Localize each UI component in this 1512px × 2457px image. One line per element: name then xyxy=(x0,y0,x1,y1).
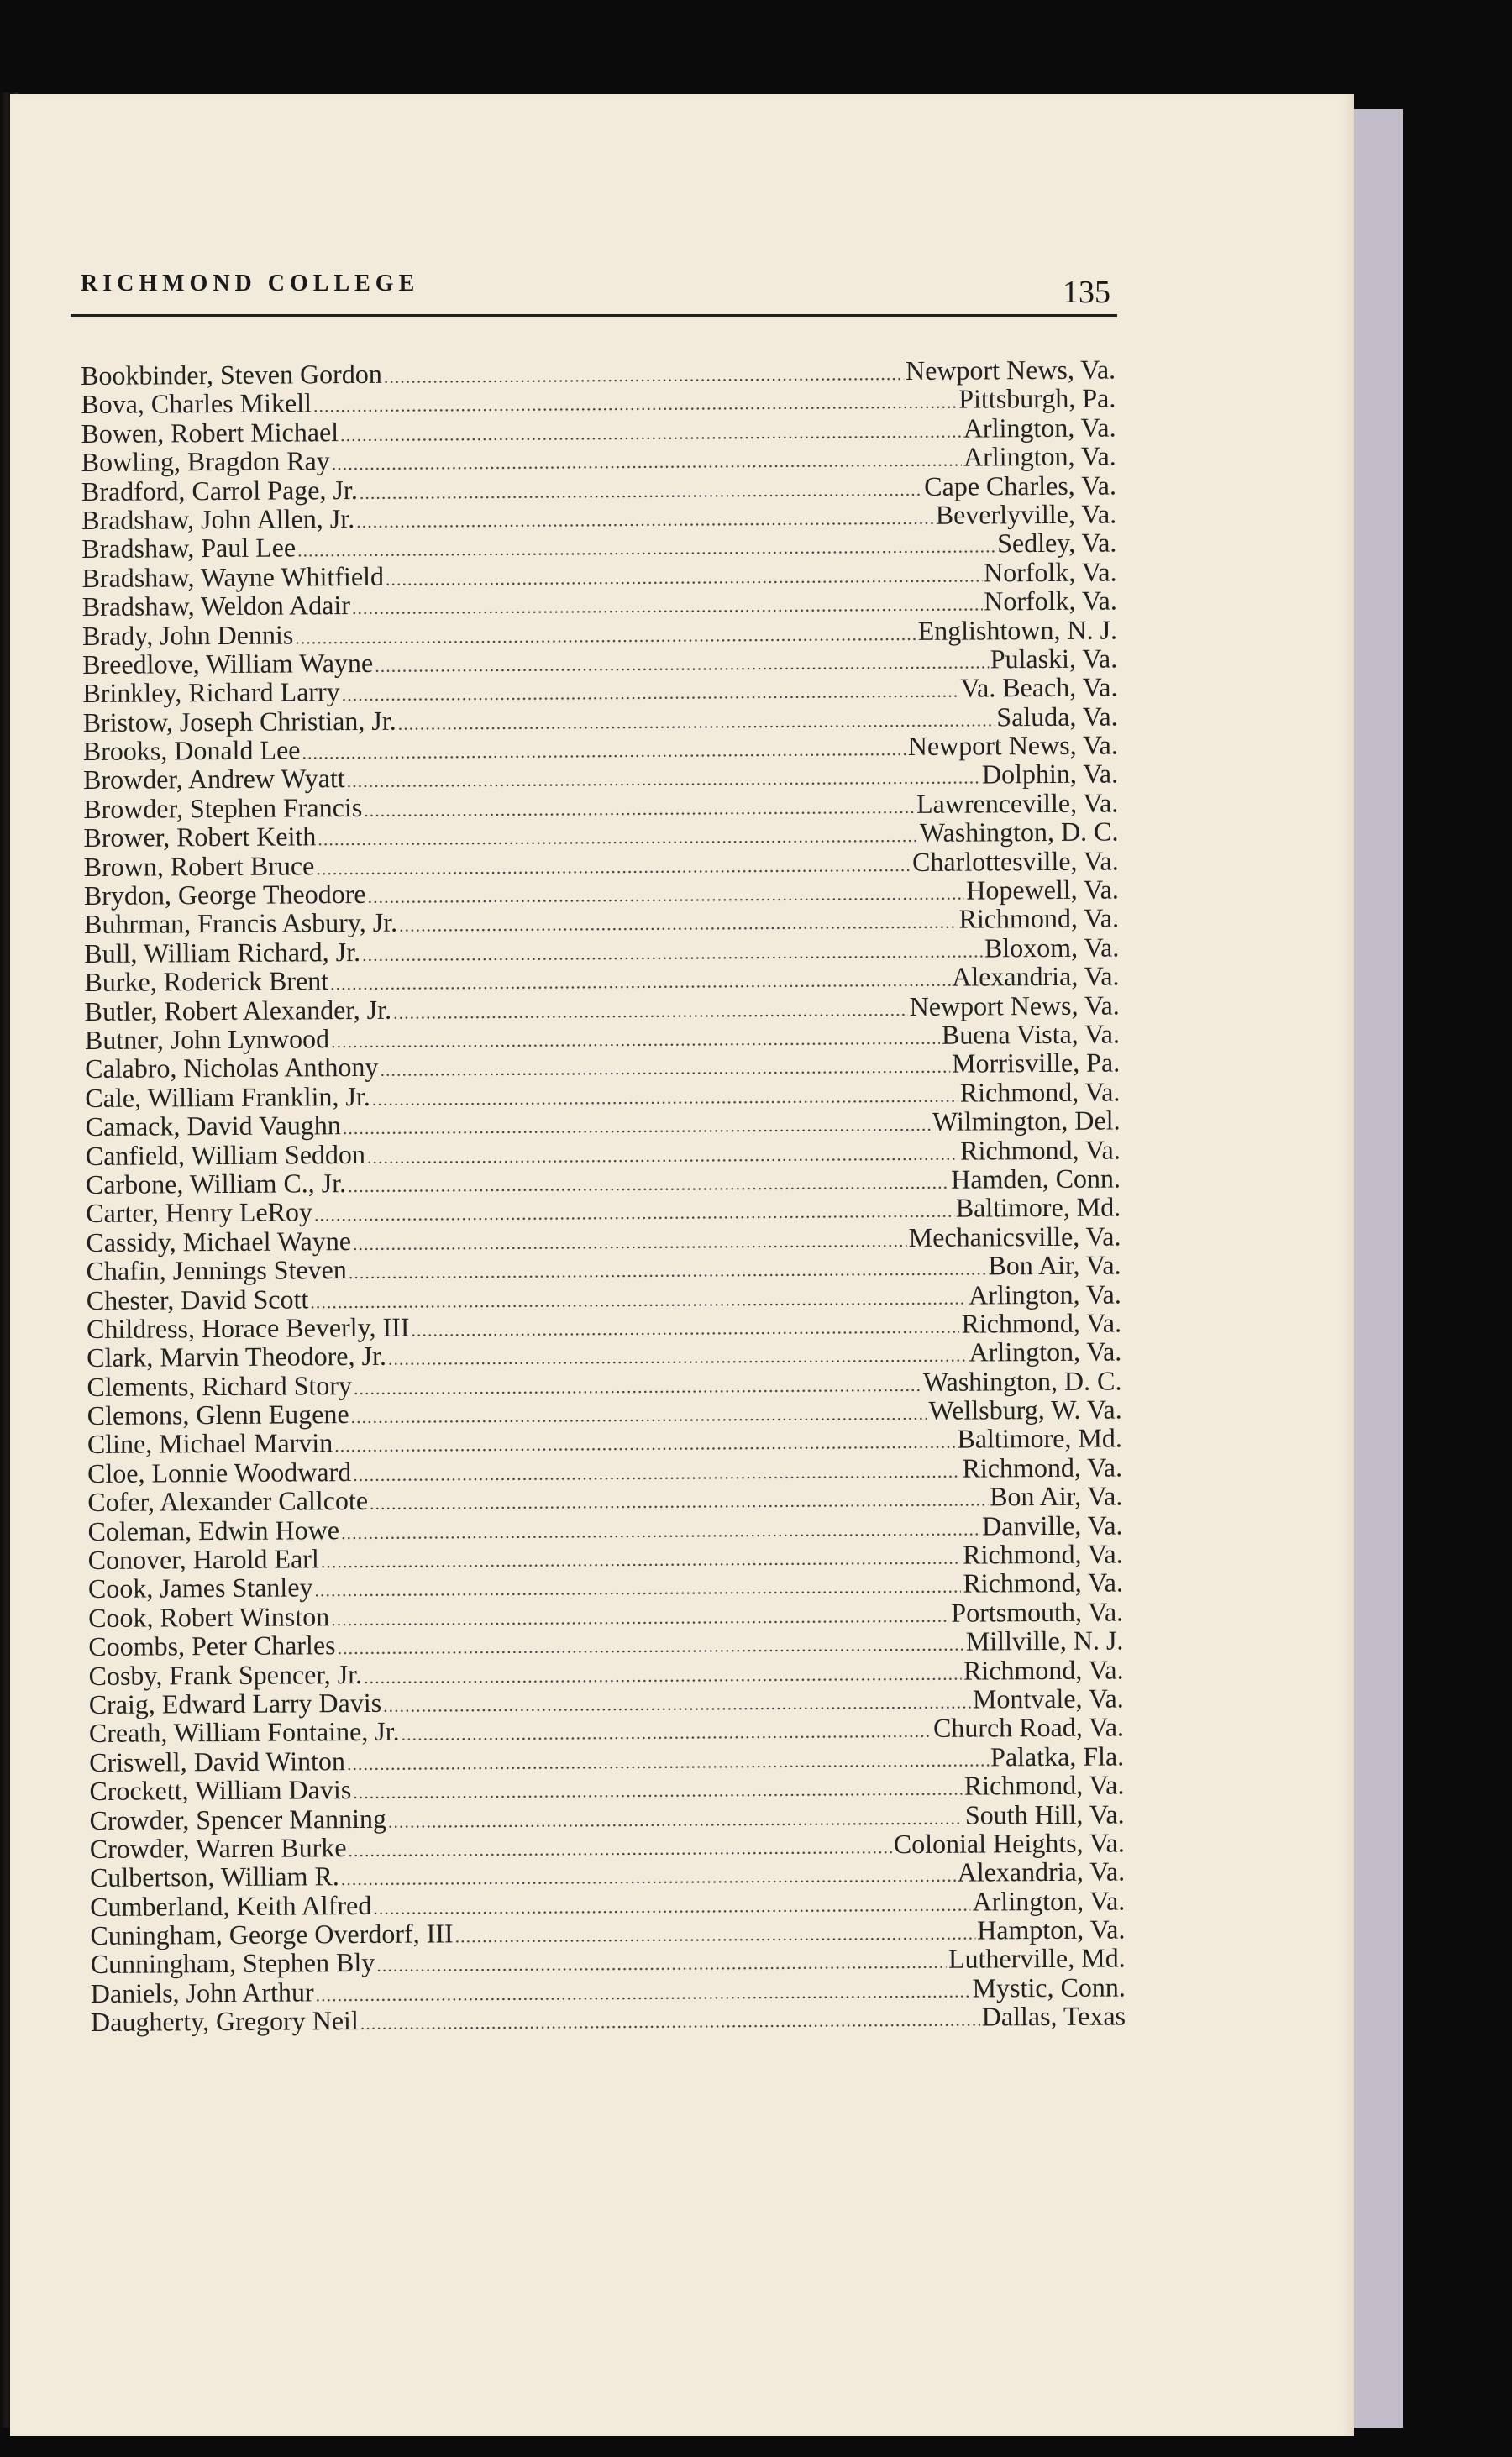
leader-dots xyxy=(349,1255,987,1288)
leader-dots xyxy=(313,388,958,421)
student-name: Camack, David Vaughn xyxy=(85,1110,341,1142)
hometown: Baltimore, Md. xyxy=(957,1422,1122,1455)
student-name: Childress, Horace Beverly, III xyxy=(86,1311,410,1344)
student-name: Bradshaw, John Allen, Jr. xyxy=(81,502,355,535)
student-name: Cumberland, Keith Alfred xyxy=(90,1889,372,1922)
hometown: Arlington, Va. xyxy=(972,1885,1126,1917)
student-name: Cline, Michael Marvin xyxy=(87,1427,333,1460)
student-name: Bookbinder, Steven Gordon xyxy=(80,358,382,391)
hometown: Newport News, Va. xyxy=(905,354,1116,386)
student-name: Brydon, George Theodore xyxy=(83,878,366,911)
leader-dots xyxy=(343,1110,931,1143)
student-name: Daniels, John Arthur xyxy=(90,1977,314,2008)
leader-dots xyxy=(384,360,904,391)
hometown: Newport News, Va. xyxy=(907,729,1118,762)
hometown: Richmond, Va. xyxy=(962,1452,1123,1483)
leader-dots xyxy=(321,1544,962,1577)
hometown: Hamden, Conn. xyxy=(951,1163,1121,1194)
student-name: Buhrman, Francis Asbury, Jr. xyxy=(83,907,398,940)
student-name: Brady, John Dennis xyxy=(81,618,294,651)
hometown: Palatka, Fla. xyxy=(990,1740,1125,1772)
hometown: Alexandria, Va. xyxy=(957,1856,1126,1887)
hometown: Saluda, Va. xyxy=(996,701,1118,732)
hometown: Alexandria, Va. xyxy=(952,960,1120,992)
hometown: Wellsburg, W. Va. xyxy=(928,1394,1122,1425)
student-name: Bradshaw, Weldon Adair xyxy=(81,590,351,622)
leader-dots xyxy=(380,1053,950,1085)
student-name: Browder, Andrew Wyatt xyxy=(82,763,345,795)
student-name: Craig, Edward Larry Davis xyxy=(88,1687,382,1719)
student-name: Clemons, Glenn Eugene xyxy=(87,1399,349,1431)
student-name: Cunningham, Stephen Bly xyxy=(90,1947,375,1980)
hometown: Bon Air, Va. xyxy=(988,1249,1121,1281)
student-name: Bradshaw, Paul Lee xyxy=(81,532,297,564)
student-name: Cosby, Frank Spencer, Jr. xyxy=(88,1658,363,1691)
leader-dots xyxy=(364,793,915,825)
leader-dots xyxy=(341,1861,956,1894)
leader-dots xyxy=(373,1890,971,1923)
hometown: Arlington, Va. xyxy=(969,1336,1122,1368)
leader-dots xyxy=(399,908,958,940)
hometown: Bloxom, Va. xyxy=(984,932,1120,963)
student-name: Coombs, Peter Charles xyxy=(88,1630,336,1662)
hometown: Richmond, Va. xyxy=(963,1538,1123,1570)
leader-dots xyxy=(388,1803,963,1836)
student-name: Cassidy, Michael Wayne xyxy=(86,1225,352,1257)
leader-dots xyxy=(386,561,982,594)
hometown: Richmond, Va. xyxy=(963,1769,1125,1801)
student-name: Brooks, Donald Lee xyxy=(82,734,301,767)
student-name: Cook, Robert Winston xyxy=(88,1601,330,1633)
hometown: Colonial Heights, Va. xyxy=(893,1827,1125,1860)
hometown: Hopewell, Va. xyxy=(966,874,1119,906)
student-name: Brinkley, Richard Larry xyxy=(82,676,340,709)
leader-dots xyxy=(348,1833,892,1865)
hometown: Millville, N. J. xyxy=(965,1625,1124,1656)
student-name: Coleman, Edwin Howe xyxy=(87,1514,340,1546)
student-name: Bradshaw, Wayne Whitfield xyxy=(81,560,385,593)
student-name: Crockett, William Davis xyxy=(89,1774,352,1807)
hometown: Wilmington, Del. xyxy=(932,1105,1121,1137)
leader-dots xyxy=(411,1313,959,1345)
leader-dots xyxy=(360,475,923,507)
hometown: Washington, D. C. xyxy=(922,1365,1122,1397)
hometown: Bon Air, Va. xyxy=(990,1480,1123,1512)
hometown: Hampton, Va. xyxy=(977,1914,1126,1945)
directory-list xyxy=(81,354,1126,2036)
student-name: Brower, Robert Keith xyxy=(83,821,317,853)
hometown: Richmond, Va. xyxy=(963,1654,1124,1686)
hometown: Arlington, Va. xyxy=(963,412,1116,444)
hometown: Sedley, Va. xyxy=(997,527,1117,559)
hometown: Arlington, Va. xyxy=(969,1278,1121,1310)
leader-dots xyxy=(402,1717,932,1749)
hometown: Richmond, Va. xyxy=(963,1567,1124,1599)
hometown: Morrisville, Pa. xyxy=(952,1047,1121,1079)
hometown: Dolphin, Va. xyxy=(981,758,1119,790)
leader-dots xyxy=(393,995,908,1027)
hometown: Pulaski, Va. xyxy=(990,643,1118,675)
hometown: Baltimore, Md. xyxy=(955,1191,1121,1223)
student-name: Cofer, Alexander Callcote xyxy=(87,1485,369,1518)
leader-dots xyxy=(295,619,916,652)
leader-dots xyxy=(337,1630,963,1663)
hometown: Buena Vista, Va. xyxy=(941,1018,1121,1050)
page-header xyxy=(71,262,1117,318)
student-name: Bowen, Robert Michael xyxy=(81,416,339,449)
student-name: Bristow, Joseph Christian, Jr. xyxy=(82,705,396,738)
hometown: Lawrenceville, Va. xyxy=(916,787,1119,819)
student-name: Culbertson, William R. xyxy=(89,1861,339,1893)
leader-dots xyxy=(332,446,963,479)
hometown: South Hill, Va. xyxy=(964,1798,1125,1830)
student-name: Browder, Stephen Francis xyxy=(83,791,363,824)
hometown: Charlottesville, Va. xyxy=(911,845,1119,877)
student-name: Butler, Robert Alexander, Jr. xyxy=(84,994,392,1026)
hometown: Newport News, Va. xyxy=(909,990,1120,1021)
page-edge xyxy=(1342,99,1352,2434)
student-name: Calabro, Nicholas Anthony xyxy=(85,1052,379,1084)
hometown: Lutherville, Md. xyxy=(948,1942,1126,1975)
leader-dots xyxy=(318,822,918,854)
hometown: Portsmouth, Va. xyxy=(951,1596,1124,1628)
leader-dots xyxy=(364,1659,962,1692)
leader-dots xyxy=(353,1775,963,1808)
leader-dots xyxy=(388,1341,968,1374)
student-name: Crowder, Warren Burke xyxy=(89,1832,347,1864)
hometown: Dallas, Texas xyxy=(981,2000,1126,2032)
student-name: Bova, Charles Mikell xyxy=(81,387,312,420)
leader-dots xyxy=(360,2006,980,2039)
hometown: Mechanicsville, Va. xyxy=(908,1221,1121,1252)
hometown: Beverlyville, Va. xyxy=(935,498,1117,530)
student-name: Crowder, Spencer Manning xyxy=(89,1803,387,1835)
student-name: Creath, William Fontaine, Jr. xyxy=(88,1716,400,1749)
student-name: Cuningham, George Overdorf, III xyxy=(90,1918,454,1951)
student-name: Criswell, David Winton xyxy=(89,1745,346,1777)
student-name: Butner, John Lynwood xyxy=(84,1023,330,1055)
leader-dots xyxy=(356,504,934,537)
leader-dots xyxy=(372,1081,958,1114)
hometown: Richmond, Va. xyxy=(958,902,1120,935)
hometown: Richmond, Va. xyxy=(961,1307,1122,1339)
student-name: Cale, William Franklin, Jr. xyxy=(85,1080,370,1113)
leader-dots xyxy=(342,677,959,710)
student-name: Daugherty, Gregory Neil xyxy=(90,2005,359,2038)
leader-dots xyxy=(314,1572,961,1605)
student-name: Carter, Henry LeRoy xyxy=(86,1196,313,1229)
student-name: Clements, Richard Story xyxy=(87,1369,353,1402)
hometown: Richmond, Va. xyxy=(960,1134,1121,1166)
student-name: Cook, James Stanley xyxy=(87,1572,313,1604)
leader-dots xyxy=(330,966,950,999)
leader-dots xyxy=(347,764,980,796)
hometown: Montvale, Va. xyxy=(972,1683,1124,1714)
hometown: Danville, Va. xyxy=(982,1509,1123,1541)
student-name: Conover, Harold Earl xyxy=(87,1543,319,1575)
hometown: Va. Beach, Va. xyxy=(960,671,1118,703)
leader-dots xyxy=(354,1371,921,1404)
student-name: Bowling, Bragdon Ray xyxy=(81,445,330,478)
leader-dots xyxy=(352,591,983,623)
student-name: Canfield, William Seddon xyxy=(85,1138,366,1171)
leader-dots xyxy=(376,1948,947,1981)
leader-dots xyxy=(302,735,906,768)
leader-dots xyxy=(334,1428,955,1461)
leader-dots xyxy=(331,1024,940,1057)
leader-dots xyxy=(353,1457,961,1489)
leader-dots xyxy=(297,533,995,565)
leader-dots xyxy=(383,1688,971,1721)
running-head: RICHMOND COLLEGE xyxy=(81,270,420,297)
leader-dots xyxy=(351,1399,927,1432)
leader-dots xyxy=(341,1515,980,1547)
hometown: Mystic, Conn. xyxy=(972,1971,1126,2003)
leader-dots xyxy=(370,1486,988,1519)
student-name: Carbone, William C., Jr. xyxy=(85,1168,347,1200)
leader-dots xyxy=(347,1746,989,1778)
leader-dots xyxy=(367,1139,958,1172)
hometown: Pittsburgh, Pa. xyxy=(958,382,1116,415)
leader-dots xyxy=(398,706,995,738)
page-number: 135 xyxy=(1063,275,1110,310)
leader-dots xyxy=(375,648,989,680)
header-rule xyxy=(71,314,1117,317)
hometown: Richmond, Va. xyxy=(959,1076,1121,1108)
student-name: Bull, William Richard, Jr. xyxy=(84,936,361,969)
leader-dots xyxy=(340,417,962,449)
leader-dots xyxy=(331,1602,949,1635)
student-name: Brown, Robert Bruce xyxy=(83,849,315,882)
student-name: Bradford, Carrol Page, Jr. xyxy=(81,474,358,507)
student-name: Cloe, Lonnie Woodward xyxy=(87,1456,352,1488)
leader-dots xyxy=(316,851,911,884)
hometown: Englishtown, N. J. xyxy=(917,613,1118,646)
hometown: Church Road, Va. xyxy=(932,1711,1125,1744)
student-name: Burke, Roderick Brent xyxy=(84,965,329,998)
hometown: Norfolk, Va. xyxy=(984,585,1117,617)
student-name: Clark, Marvin Theodore, Jr. xyxy=(87,1341,387,1373)
hometown: Norfolk, Va. xyxy=(983,556,1117,588)
hometown: Arlington, Va. xyxy=(963,440,1116,472)
leader-dots xyxy=(314,1197,954,1230)
student-name: Breedlove, William Wayne xyxy=(82,647,374,680)
hometown: Cape Charles, Va. xyxy=(924,470,1117,501)
leader-dots xyxy=(348,1168,949,1201)
leader-dots xyxy=(353,1226,907,1258)
leader-dots xyxy=(455,1919,976,1951)
student-name: Chafin, Jennings Steven xyxy=(86,1254,347,1287)
leader-dots xyxy=(367,879,964,912)
leader-dots xyxy=(316,1977,971,2009)
student-name: Chester, David Scott xyxy=(86,1283,309,1315)
leader-dots xyxy=(362,937,983,969)
hometown: Washington, D. C. xyxy=(919,816,1119,848)
